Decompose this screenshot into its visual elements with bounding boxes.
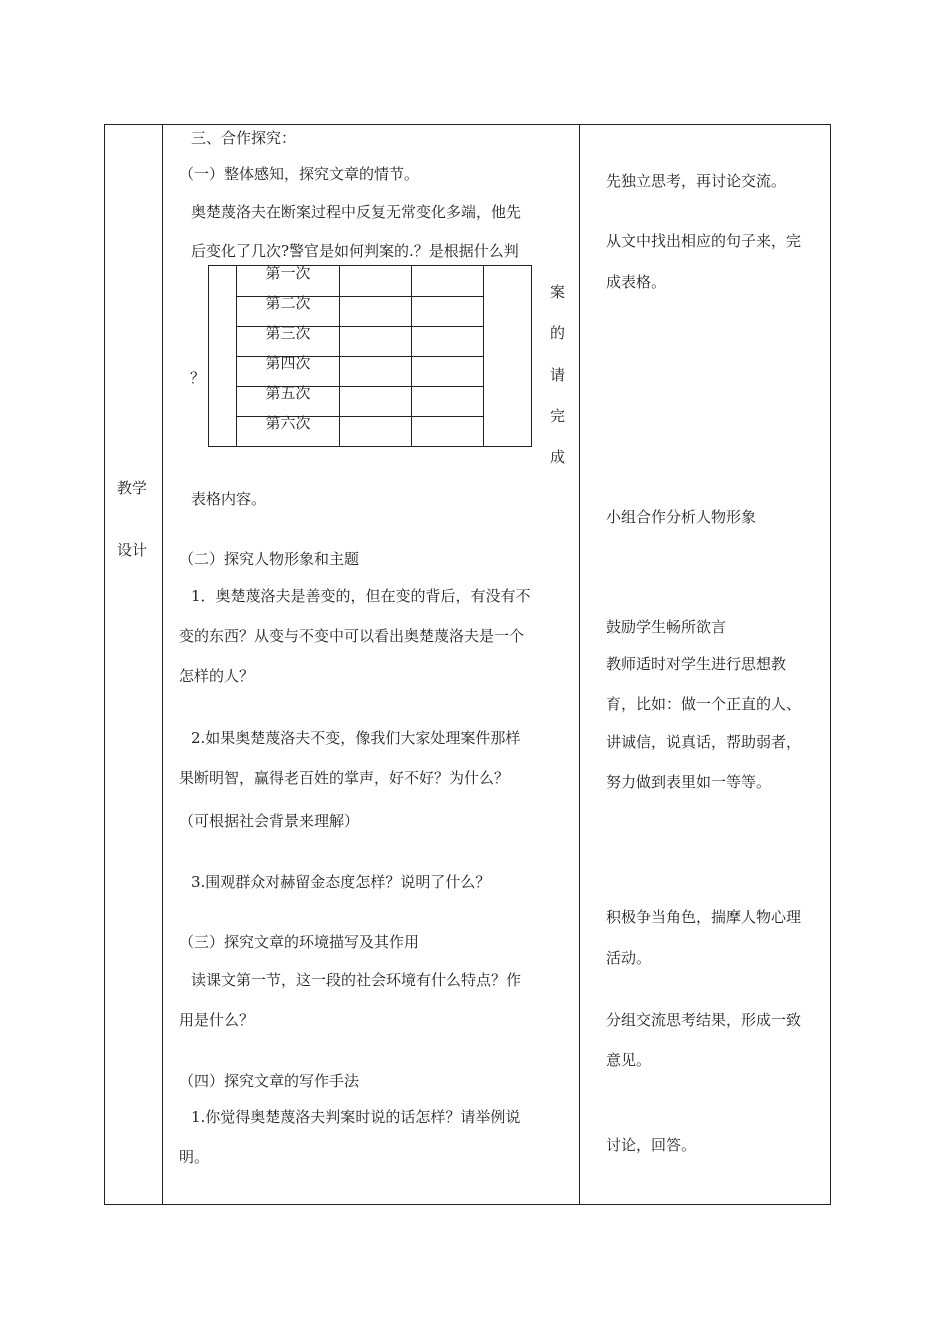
table-row: 第三次 xyxy=(265,324,311,342)
right-note-6-line1: 积极争当角色，揣摩人物心理 xyxy=(606,908,802,926)
vertical-text-char: 案 xyxy=(550,283,566,301)
vertical-text-char: 完 xyxy=(550,407,566,425)
row-label-teaching: 教学 xyxy=(117,479,148,497)
p4q1-line2: 明。 xyxy=(179,1148,210,1166)
table-row: 第一次 xyxy=(265,264,311,282)
q3: 3.围观群众对赫留金态度怎样？说明了什么？ xyxy=(191,873,491,891)
q1-line2: 变的东西？从变与不变中可以看出奥楚蔑洛夫是一个 xyxy=(179,627,525,645)
right-note-2-line2: 成表格。 xyxy=(606,273,667,291)
q2-line2: 果断明智，赢得老百姓的掌声，好不好？为什么？ xyxy=(179,769,510,787)
right-note-5-line3: 讲诚信，说真话，帮助弱者， xyxy=(606,733,802,751)
column-divider-left xyxy=(162,125,163,1204)
table-row: 第六次 xyxy=(265,414,311,432)
lesson-plan-table xyxy=(104,124,831,1205)
question-mark: ？ xyxy=(190,369,206,387)
right-note-5-line1: 教师适时对学生进行思想教 xyxy=(606,655,787,673)
q2-line1: 2.如果奥楚蔑洛夫不变，像我们大家处理案件那样 xyxy=(191,729,521,747)
row-label-design: 设计 xyxy=(117,541,148,559)
right-note-6-line2: 活动。 xyxy=(606,949,652,967)
vertical-text-char: 成 xyxy=(550,448,566,466)
part4-title: （四）探究文章的写作手法 xyxy=(179,1072,360,1090)
part2-title: （二）探究人物形象和主题 xyxy=(179,550,360,568)
right-note-5-line4: 努力做到表里如一等等。 xyxy=(606,773,772,791)
right-note-7-line2: 意见。 xyxy=(606,1051,652,1069)
table-row: 第四次 xyxy=(265,354,311,372)
section-title: 三、合作探究： xyxy=(191,129,297,147)
right-note-4: 鼓励学生畅所欲言 xyxy=(606,618,727,636)
right-note-3: 小组合作分析人物形象 xyxy=(606,508,757,526)
right-note-7-line1: 分组交流思考结果，形成一致 xyxy=(606,1011,802,1029)
q1-line1: 1．奥楚蔑洛夫是善变的，但在变的背后，有没有不 xyxy=(191,587,531,605)
part1-tail: 表格内容。 xyxy=(191,490,267,508)
right-note-2-line1: 从文中找出相应的句子来，完 xyxy=(606,232,802,250)
p4q1-line1: 1.你觉得奥楚蔑洛夫判案时说的话怎样？请举例说 xyxy=(191,1108,521,1126)
right-note-8: 讨论，回答。 xyxy=(606,1136,697,1154)
part3-line2: 用是什么？ xyxy=(179,1011,255,1029)
part1-title: （一）整体感知，探究文章的情节。 xyxy=(179,165,420,183)
part3-line1: 读课文第一节，这一段的社会环境有什么特点？作 xyxy=(191,971,522,989)
right-note-5-line2: 育，比如：做一个正直的人、 xyxy=(606,695,802,713)
vertical-text-char: 请 xyxy=(550,366,566,384)
part1-text-line1: 奥楚蔑洛夫在断案过程中反复无常变化多端，他先 xyxy=(191,203,522,221)
part1-text-line2: 后变化了几次?警官是如何判案的.？是根据什么判 xyxy=(191,242,519,260)
table-row: 第二次 xyxy=(265,294,311,312)
table-row: 第五次 xyxy=(265,384,311,402)
plot-change-table xyxy=(208,265,532,447)
right-note-1: 先独立思考，再讨论交流。 xyxy=(606,172,787,190)
q1-line3: 怎样的人？ xyxy=(179,667,255,685)
q2-line3: （可根据社会背景来理解） xyxy=(179,812,360,830)
vertical-text-char: 的 xyxy=(550,324,566,342)
part3-title: （三）探究文章的环境描写及其作用 xyxy=(179,933,420,951)
column-divider-right xyxy=(579,125,580,1204)
